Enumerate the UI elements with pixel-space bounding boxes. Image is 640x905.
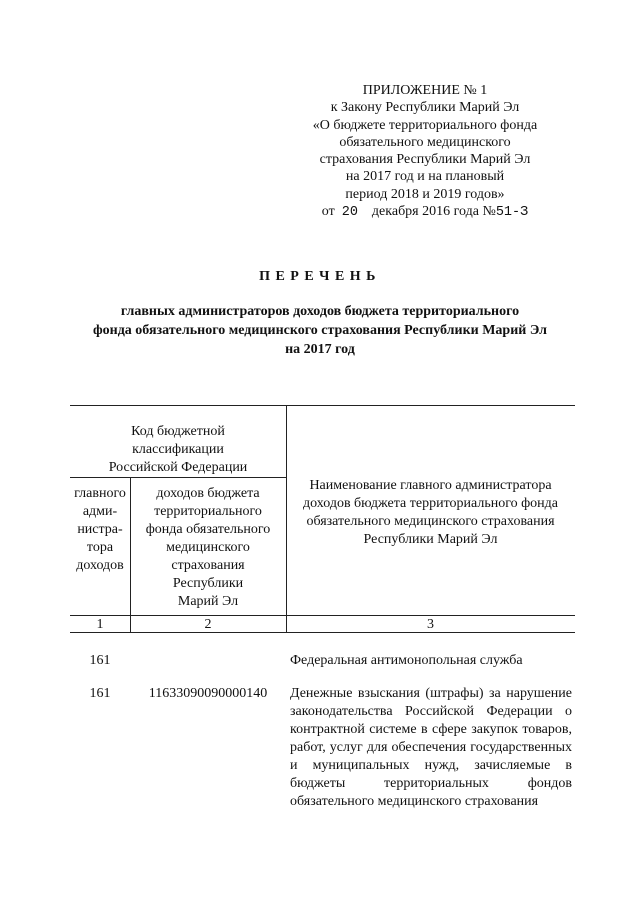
subtitle-line: главных администраторов доходов бюджета территориального bbox=[120, 304, 520, 319]
date-rest: декабря 2016 года № bbox=[371, 204, 496, 220]
appendix-block bbox=[300, 82, 550, 221]
page-title: ПЕРЕЧЕНЬ bbox=[259, 269, 381, 284]
appendix-line: страхования Республики Марий Эл bbox=[319, 152, 531, 168]
header-income-code: доходов бюджета территориального фонда обязательного медицинского страхования Республики Марий Эл bbox=[145, 486, 271, 609]
appendix-line: обязательного медицинского bbox=[339, 134, 511, 150]
appendix-line: период 2018 и 2019 годов» bbox=[345, 186, 505, 202]
subtitle-line: фонда обязательного медицинского страхования Республики Марий Эл bbox=[92, 323, 548, 338]
row-admin-code: 161 bbox=[89, 653, 111, 668]
date-prefix: от bbox=[321, 204, 335, 220]
page-subtitle bbox=[40, 302, 600, 359]
subtitle-line: на 2017 год bbox=[285, 342, 355, 357]
row-administrator-name: Денежные взыскания (штрафы) за нарушение законодательства Российской Федерации о контрактной системе в сфере закупок товаров, работ, услуг для обеспечения государственных и муниципальных нужд, зачисляемые в бюджеты территориальных фондов обязательного медицинского страхования bbox=[290, 686, 572, 809]
appendix-line: «О бюджете территориального фонда bbox=[312, 117, 538, 133]
appendix-line: на 2017 год и на плановый bbox=[345, 169, 505, 185]
law-number: 51-З bbox=[495, 205, 529, 221]
row-income-code: 11633090090000140 bbox=[148, 686, 268, 701]
code-group-divider bbox=[70, 477, 286, 478]
appendix-date-line bbox=[300, 203, 550, 221]
header-administrator-name: Наименование главного администратора доходов бюджета территориального фонда обязательного медицинского страхования Республики Марий Эл bbox=[302, 478, 558, 547]
column-number: 3 bbox=[427, 617, 434, 632]
appendix-line: к Закону Республики Марий Эл bbox=[330, 100, 520, 116]
date-day: 20 bbox=[341, 205, 358, 221]
row-admin-code: 161 bbox=[89, 686, 111, 701]
column-number: 2 bbox=[204, 617, 212, 632]
table-top-border bbox=[70, 405, 575, 406]
header-code-group: Код бюджетной классификации Российской Федерации bbox=[108, 424, 248, 475]
appendix-title: ПРИЛОЖЕНИЕ № 1 bbox=[362, 83, 488, 98]
header-admin-code: главного адми- нистра- тора доходов bbox=[74, 486, 126, 573]
column-number: 1 bbox=[96, 617, 104, 632]
row-administrator-name: Федеральная антимонопольная служба bbox=[290, 653, 523, 668]
